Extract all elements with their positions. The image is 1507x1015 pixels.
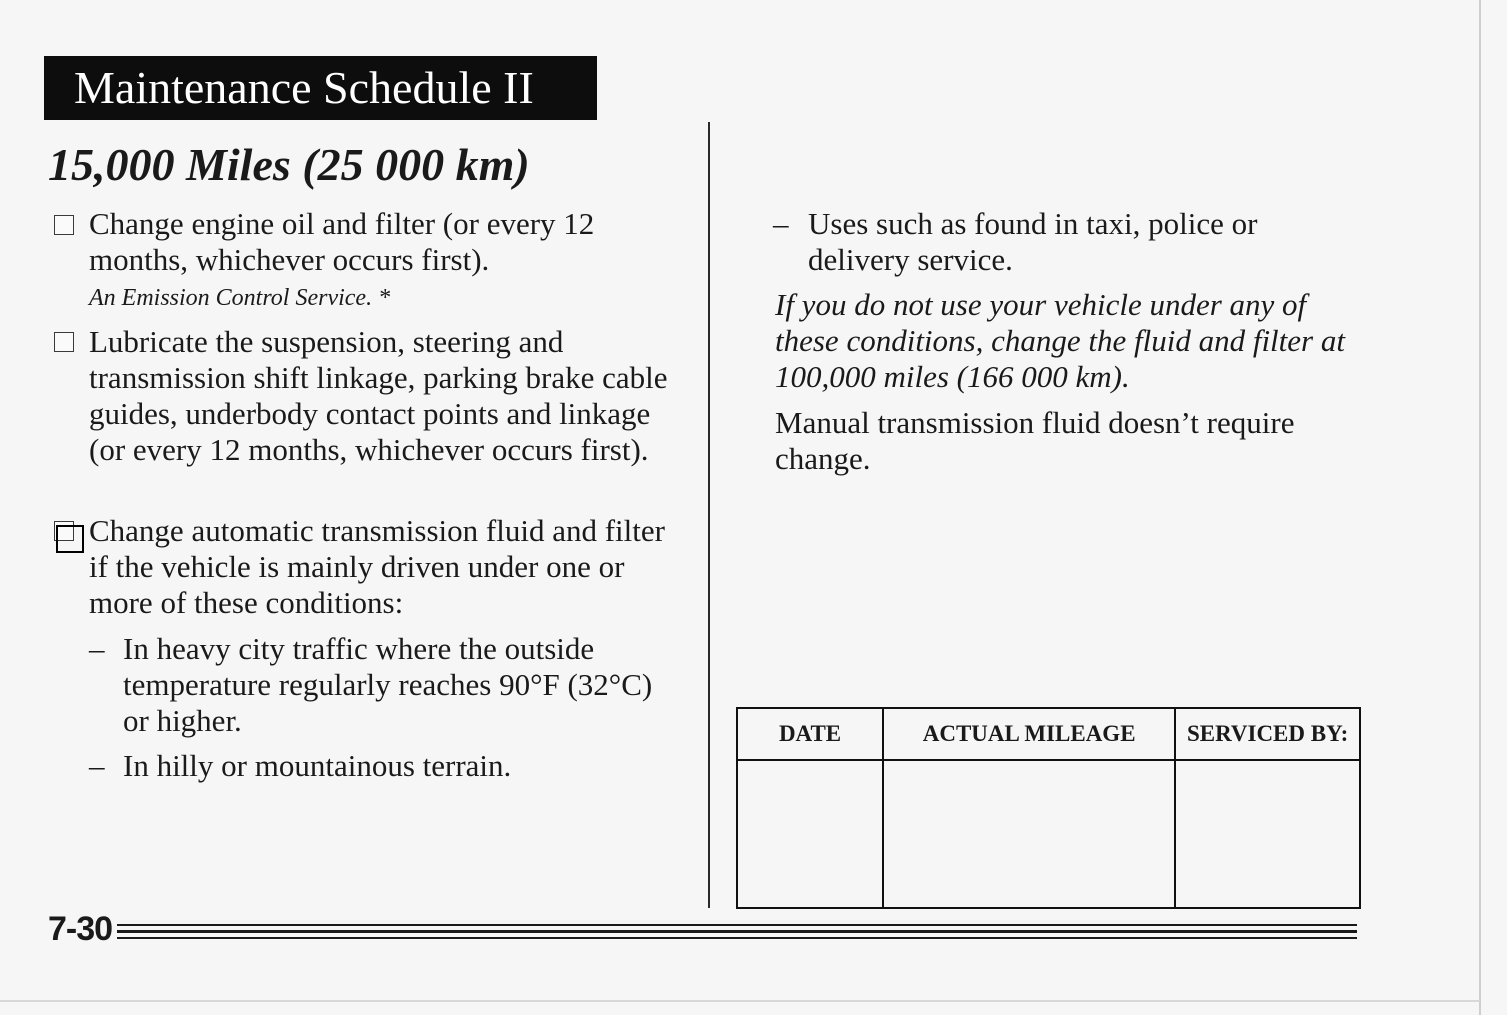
manual-transmission-note: Manual transmission fluid doesn’t require change. [775, 405, 1295, 476]
serviced-by-cell[interactable] [1175, 760, 1360, 908]
actual-mileage-header: ACTUAL MILEAGE [883, 708, 1175, 760]
footer-rule-top [117, 924, 1357, 926]
bullet-city-traffic: In heavy city traffic where the outside temperature regularly reaches 90°F (32°C) or higher. [123, 631, 653, 738]
bullet-dash: – [89, 631, 105, 666]
page-number: 7-30 [48, 910, 113, 948]
emission-note: An Emission Control Service. * [89, 285, 391, 311]
item-oil-change-text: Change engine oil and filter (or every 12 months, whichever occurs first). [89, 206, 595, 277]
section-header: Maintenance Schedule II [44, 56, 597, 120]
bullet-hilly-terrain: In hilly or mountainous terrain. [123, 748, 512, 783]
service-log-table [736, 707, 1361, 909]
checkbox-lubricate[interactable] [54, 332, 74, 352]
date-cell[interactable] [737, 760, 883, 908]
actual-mileage-cell[interactable] [883, 760, 1175, 908]
table-header-row [737, 708, 1360, 760]
footer-rule-middle [117, 930, 1357, 933]
footer-rule-bottom [117, 937, 1357, 939]
item-transmission-text: Change automatic transmission fluid and filter if the vehicle is mainly driven under one or more of these conditions: [89, 513, 665, 620]
bullet-dash: – [773, 206, 789, 241]
checkbox-oil-change[interactable] [54, 215, 74, 235]
table-row [737, 760, 1360, 908]
page-edge-bottom [0, 1000, 1480, 1002]
serviced-by-header: SERVICED BY: [1175, 708, 1360, 760]
item-lubricate-text: Lubricate the suspension, steering and transmission shift linkage, parking brake cable guides, underbody contact points and linkage (or every 12 months, whichever occurs first). [89, 324, 668, 467]
fluid-change-note: If you do not use your vehicle under any of these conditions, change the fluid and filter at 100,000 miles (166 000 km). [775, 287, 1345, 394]
page-edge-right [1479, 0, 1481, 1015]
column-divider [708, 122, 710, 908]
bullet-dash: – [89, 748, 105, 783]
bullet-taxi-police: Uses such as found in taxi, police or delivery service. [808, 206, 1258, 277]
checkbox-mark [56, 525, 84, 553]
page-subtitle: 15,000 Miles (25 000 km) [48, 139, 530, 190]
date-header: DATE [737, 708, 883, 760]
